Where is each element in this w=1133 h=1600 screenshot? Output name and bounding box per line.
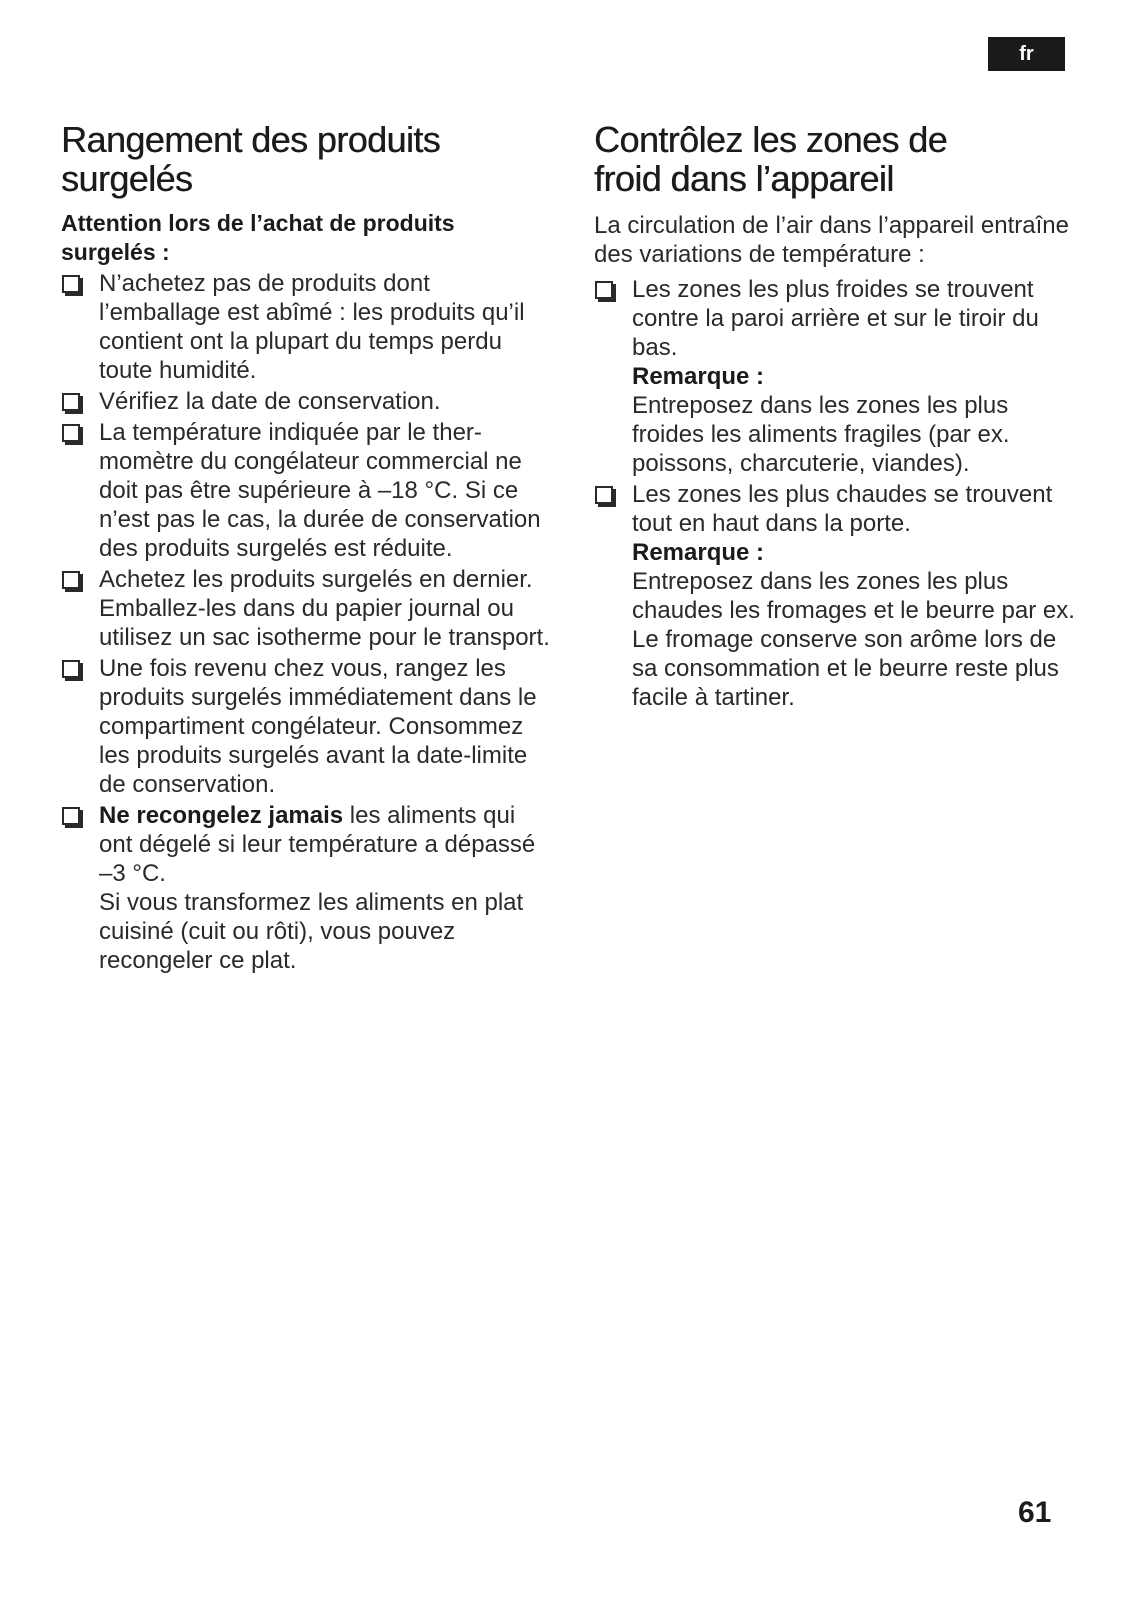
subheading-line: Attention lors de l’achat de produits <box>61 210 455 236</box>
checklist-frozen <box>61 269 551 975</box>
note-text: Entreposez dans les zones les plus froides les aliments fragiles (par ex. poissons, charcuterie, viandes). <box>632 392 1010 477</box>
section-cold-zones <box>594 120 1084 714</box>
list-item <box>61 565 551 652</box>
section-title-cold-zones <box>594 120 1084 198</box>
title-line: surgelés <box>61 158 193 199</box>
subheading-line: surgelés : <box>61 239 170 265</box>
page-number: 61 <box>1018 1496 1052 1529</box>
list-item <box>594 480 1084 712</box>
list-item <box>594 275 1084 478</box>
subheading-purchase-caution <box>61 209 551 267</box>
list-item-text: Les zones les plus froides se trouvent contre la paroi arrière et sur le tiroir du bas. <box>632 276 1039 361</box>
list-item <box>61 654 551 799</box>
checklist-cold-zones <box>594 275 1084 712</box>
checkbox-bullet-icon <box>62 571 80 589</box>
title-line: froid dans l’appareil <box>594 158 894 199</box>
list-item-extra-text: Si vous transformez les aliments en plat cuisiné (cuit ou rôti), vous pouvez recongeler ce plat. <box>99 889 524 974</box>
section-frozen-storage <box>61 120 551 977</box>
checkbox-bullet-icon <box>595 281 613 299</box>
note-label: Remarque : <box>632 539 765 566</box>
list-item <box>61 269 551 385</box>
checkbox-bullet-icon <box>62 807 80 825</box>
title-line: Rangement des produits <box>61 119 441 160</box>
list-item-text: Une fois revenu chez vous, rangez les produits surgelés immédiatement dans le compartiment congélateur. Consommez les produits surgelés avant la date-limite de conservation. <box>99 655 537 798</box>
language-tab: fr <box>988 37 1065 71</box>
section-title-frozen-storage <box>61 120 551 198</box>
list-item <box>61 418 551 563</box>
checkbox-bullet-icon <box>62 275 80 293</box>
list-item-text: Achetez les produits surgelés en dernier. Emballez-les dans du papier journal ou utilisez un sac isotherme pour le transport. <box>99 566 550 651</box>
list-item <box>61 801 551 975</box>
list-item-text: les aliments qui ont dégelé si leur température a dépassé –3 °C. <box>99 802 536 887</box>
list-item-text: Vérifiez la date de conservation. <box>99 388 441 415</box>
checkbox-bullet-icon <box>595 486 613 504</box>
list-item <box>61 387 551 416</box>
list-item-text: Les zones les plus chaudes se trouvent tout en haut dans la porte. <box>632 481 1053 537</box>
title-line: Contrôlez les zones de <box>594 119 948 160</box>
intro-paragraph: La circulation de l’air dans l’appareil entraîne des variations de température : <box>594 212 1069 268</box>
list-item-text: La température indiquée par le thermomètre du congélateur commercial ne doit pas être supérieure à –18 °C. Si ce n’est pas le cas, la durée de conservation des produits surgelés est réduite. <box>99 419 541 562</box>
note-text: Entreposez dans les zones les plus chaudes les fromages et le beurre par ex. Le fromage conserve son arôme lors de sa consommation et le beurre reste plus facile à tartiner. <box>632 568 1075 711</box>
checkbox-bullet-icon <box>62 393 80 411</box>
list-item-text: N’achetez pas de produits dont l’emballage est abîmé : les produits qu’il contient ont la plupart du temps perdu toute humidité. <box>99 270 525 384</box>
checkbox-bullet-icon <box>62 660 80 678</box>
list-item-emphasis: Ne recongelez jamais <box>99 802 344 829</box>
checkbox-bullet-icon <box>62 424 80 442</box>
note-label: Remarque : <box>632 363 765 390</box>
